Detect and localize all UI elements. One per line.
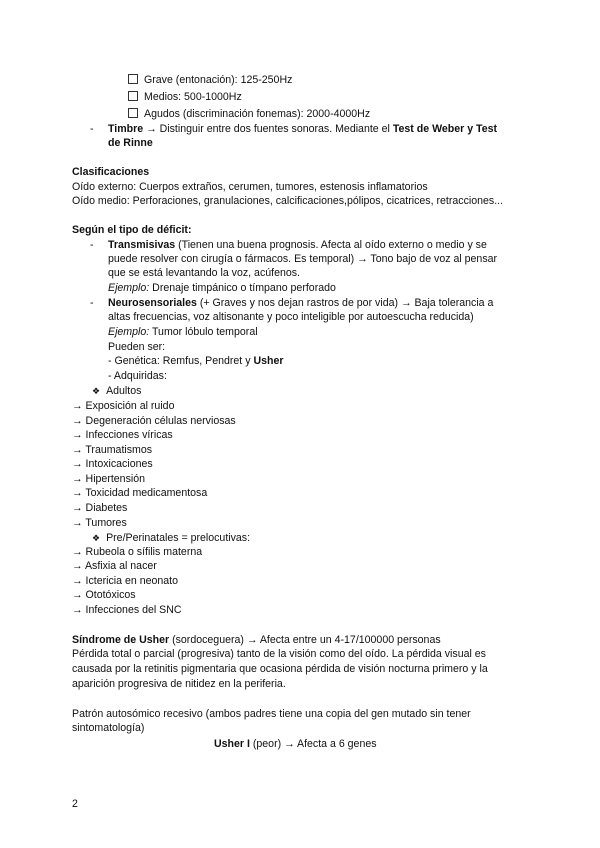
transmisivas-text: que se está levantando la voz, acúfenos. [108, 267, 300, 279]
timbre-text: → Distinguir entre dos fuentes sonoras. Mediante el [143, 123, 393, 135]
genetica-line [108, 354, 283, 369]
adquiridas-line: - Adquiridas: [108, 370, 167, 382]
list-item: → Degeneración células nerviosas [72, 415, 236, 427]
usher-title: Síndrome de Usher [72, 634, 170, 646]
neurosensoriales-text: altas frecuencias, voz altisonante y poco inteligible por autoescucha reducida) [108, 311, 474, 323]
timbre-test: Test de Weber y Test [392, 123, 498, 135]
list-item: → Intoxicaciones [72, 458, 153, 470]
list-item: → Ototóxicos [72, 589, 136, 601]
bullet-dash: - [90, 297, 94, 309]
neurosensoriales-title: Neurosensoriales [108, 297, 197, 309]
list-item: → Ictericia en neonato [72, 575, 178, 587]
neurosensoriales-line [108, 296, 493, 311]
checklist-item [128, 73, 292, 88]
timbre-line [108, 122, 497, 137]
adultos-heading [92, 384, 141, 399]
perinatales-label: Pre/Perinatales = prelocutivas: [106, 532, 251, 544]
clasificaciones-heading: Clasificaciones [72, 166, 150, 178]
example-label: Ejemplo: [108, 326, 150, 338]
page-number: 2 [72, 798, 78, 810]
oido-externo-line: Oído externo: Cuerpos extraños, cerumen, tumores, estenosis inflamatorios [72, 181, 428, 193]
deficit-heading: Según el tipo de déficit: [72, 224, 192, 236]
checkbox-icon [128, 74, 138, 84]
genetica-text: - Genética: Remfus, Pendret y [108, 355, 254, 367]
transmisivas-line [108, 238, 487, 253]
list-item: → Tumores [72, 517, 127, 529]
checklist-label: Medios: 500-1000Hz [144, 91, 242, 103]
checkbox-icon [128, 108, 138, 118]
patron-paragraph: Patrón autosómico recesivo (ambos padres tiene una copia del gen mutado sin tener [72, 708, 471, 720]
list-item: → Infecciones víricas [72, 429, 173, 441]
list-item: → Asfixia al nacer [72, 560, 157, 572]
list-item: → Traumatismos [72, 444, 153, 456]
checkbox-icon [128, 91, 138, 101]
usher-title-text: (sordoceguera) → Afecta entre un 4-17/100000 personas [169, 634, 441, 646]
list-item: → Rubeola o sífilis materna [72, 546, 203, 558]
usher-paragraph: causada por la retinitis pigmentaria que ocasiona pérdida de visión nocturna primero y la [72, 663, 488, 675]
bullet-dash: - [90, 239, 94, 251]
transmisivas-text: puede resolver con cirugía o fármacos. Es temporal) → Tono bajo de voz al pensar [108, 253, 498, 265]
transmisivas-title: Transmisivas [108, 239, 176, 251]
example-text: Drenaje timpánico o tímpano perforado [149, 282, 336, 294]
usher-paragraph: Pérdida total o parcial (progresiva) tanto de la visión como del oído. La pérdida visual es [72, 648, 486, 660]
usher-i-line [214, 737, 377, 752]
oido-medio-line: Oído medio: Perforaciones, granulaciones, calcificaciones,pólipos, cicatrices, retracciones... [72, 195, 504, 207]
list-item: → Infecciones del SNC [72, 604, 182, 616]
list-item: → Hipertensión [72, 473, 146, 485]
transmisivas-example [108, 281, 336, 296]
transmisivas-text: (Tienen una buena prognosis. Afecta al oído externo o medio y se [175, 239, 487, 251]
list-item: → Diabetes [72, 502, 128, 514]
checklist-item [128, 90, 242, 105]
diamond-bullet-icon: ❖ [92, 386, 101, 396]
adultos-label: Adultos [106, 385, 142, 397]
usher-heading-line [72, 633, 441, 648]
list-item: → Exposición al ruido [72, 400, 175, 412]
pueden-ser: Pueden ser: [108, 341, 166, 353]
neurosensoriales-example [108, 325, 258, 340]
patron-paragraph: sintomatología) [72, 722, 145, 734]
list-item: → Toxicidad medicamentosa [72, 487, 208, 499]
checklist-item [128, 107, 370, 122]
bullet-dash: - [90, 123, 94, 135]
timbre-test-cont: de Rinne [108, 137, 153, 149]
usher-bold: Usher [253, 355, 284, 367]
perinatales-heading [92, 531, 250, 546]
usher-paragraph: aparición progresiva de nitidez en la periferia. [72, 678, 286, 690]
diamond-bullet-icon: ❖ [92, 533, 101, 543]
usher-i-text: (peor) → Afecta a 6 genes [249, 738, 377, 750]
neurosensoriales-text: (+ Graves y nos dejan rastros de por vida) → Baja tolerancia a [196, 297, 494, 309]
checklist-label: Agudos (discriminación fonemas): 2000-4000Hz [144, 108, 371, 120]
example-text: Tumor lóbulo temporal [149, 326, 258, 338]
example-label: Ejemplo: [108, 282, 150, 294]
checklist-label: Grave (entonación): 125-250Hz [144, 74, 293, 86]
usher-i-title: Usher I [214, 738, 250, 750]
timbre-title: Timbre [108, 123, 144, 135]
